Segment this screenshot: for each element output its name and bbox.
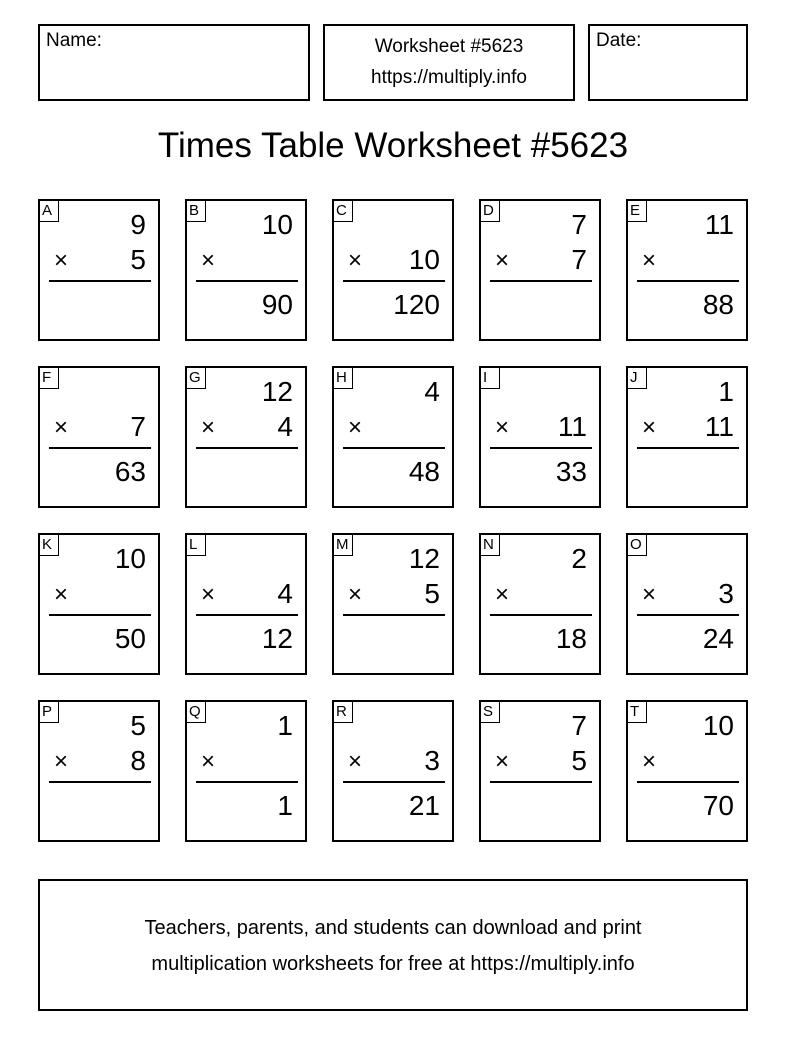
problem-card[interactable] [38, 533, 160, 675]
answer-line [637, 280, 739, 282]
name-label: Name: [46, 30, 102, 51]
problem-card[interactable] [185, 700, 307, 842]
problem-card[interactable] [332, 700, 454, 842]
problem-card[interactable] [332, 533, 454, 675]
problem-label: F [40, 368, 59, 389]
times-sign: × [348, 414, 363, 441]
problem-label: M [334, 535, 353, 556]
product: 18 [555, 623, 587, 654]
problem-label: S [481, 702, 500, 723]
problem-card[interactable] [185, 199, 307, 341]
problem-label: L [187, 535, 206, 556]
answer-line [49, 614, 151, 616]
bottom-factor: 7 [571, 244, 587, 275]
worksheet-id: Worksheet #5623 [374, 36, 524, 57]
bottom-factor: 5 [571, 745, 587, 776]
problem-card[interactable] [185, 533, 307, 675]
product: 48 [408, 456, 440, 487]
times-sign: × [54, 414, 69, 441]
top-factor: 9 [130, 209, 146, 240]
problem-label: N [481, 535, 500, 556]
bottom-factor: 5 [424, 578, 440, 609]
problem-label: I [481, 368, 500, 389]
answer-line [490, 614, 592, 616]
times-sign: × [201, 748, 216, 775]
product: 90 [261, 289, 293, 320]
date-label: Date: [596, 30, 642, 51]
answer-line [490, 781, 592, 783]
problem-label: R [334, 702, 353, 723]
answer-line [49, 280, 151, 282]
problem-label: H [334, 368, 353, 389]
top-factor: 4 [424, 376, 440, 407]
answer-line [490, 447, 592, 449]
answer-line [637, 781, 739, 783]
times-sign: × [348, 247, 363, 274]
problem-card[interactable] [38, 366, 160, 508]
times-sign: × [54, 748, 69, 775]
top-factor: 7 [571, 710, 587, 741]
problem-card[interactable] [626, 366, 748, 508]
worksheet-info-box [323, 24, 575, 101]
bottom-factor: 10 [408, 244, 440, 275]
problem-card[interactable] [38, 700, 160, 842]
product: 24 [702, 623, 734, 654]
answer-line [49, 447, 151, 449]
bottom-factor: 4 [277, 578, 293, 609]
bottom-factor: 7 [130, 411, 146, 442]
product: 88 [702, 289, 734, 320]
times-sign: × [348, 748, 363, 775]
answer-line [637, 447, 739, 449]
product: 120 [393, 289, 440, 320]
times-sign: × [495, 414, 510, 441]
product: 33 [555, 456, 587, 487]
times-sign: × [642, 748, 657, 775]
problem-label: D [481, 201, 500, 222]
bottom-factor: 3 [424, 745, 440, 776]
problem-card[interactable] [479, 533, 601, 675]
answer-line [343, 447, 445, 449]
answer-line [196, 280, 298, 282]
bottom-factor: 5 [130, 244, 146, 275]
times-sign: × [201, 581, 216, 608]
problem-label: J [628, 368, 647, 389]
answer-line [343, 280, 445, 282]
problem-card[interactable] [38, 199, 160, 341]
times-sign: × [54, 581, 69, 608]
product: 50 [114, 623, 146, 654]
problem-card[interactable] [332, 366, 454, 508]
bottom-factor: 8 [130, 745, 146, 776]
times-sign: × [201, 414, 216, 441]
problem-label: K [40, 535, 59, 556]
times-sign: × [495, 581, 510, 608]
bottom-factor: 4 [277, 411, 293, 442]
answer-line [343, 781, 445, 783]
problem-card[interactable] [626, 199, 748, 341]
site-url: https://multiply.info [371, 67, 527, 88]
answer-line [49, 781, 151, 783]
times-sign: × [642, 581, 657, 608]
problem-label: G [187, 368, 206, 389]
times-sign: × [495, 247, 510, 274]
bottom-factor: 11 [557, 411, 587, 442]
product: 12 [261, 623, 293, 654]
footer-line-1: Teachers, parents, and students can download and print [144, 917, 642, 939]
times-sign: × [642, 414, 657, 441]
product: 1 [277, 790, 293, 821]
answer-line [196, 781, 298, 783]
product: 21 [408, 790, 440, 821]
name-field[interactable] [38, 24, 310, 101]
bottom-factor: 11 [704, 411, 734, 442]
footer-line-2: multiplication worksheets for free at https://multiply.info [151, 953, 635, 975]
problem-card[interactable] [479, 366, 601, 508]
problem-card[interactable] [626, 533, 748, 675]
problem-label: Q [187, 702, 206, 723]
times-sign: × [495, 748, 510, 775]
product: 70 [702, 790, 734, 821]
problem-card[interactable] [332, 199, 454, 341]
answer-line [490, 280, 592, 282]
top-factor: 10 [261, 209, 293, 240]
top-factor: 11 [704, 209, 734, 240]
problem-label: A [40, 201, 59, 222]
page-title: Times Table Worksheet #5623 [157, 126, 629, 165]
bottom-factor: 3 [718, 578, 734, 609]
problem-label: C [334, 201, 353, 222]
problem-label: O [628, 535, 647, 556]
times-sign: × [54, 247, 69, 274]
top-factor: 12 [261, 376, 293, 407]
problem-label: P [40, 702, 59, 723]
top-factor: 1 [277, 710, 293, 741]
top-factor: 5 [130, 710, 146, 741]
answer-line [196, 614, 298, 616]
times-sign: × [348, 581, 363, 608]
problem-card[interactable] [479, 700, 601, 842]
problem-card[interactable] [626, 700, 748, 842]
answer-line [343, 614, 445, 616]
problem-card[interactable] [479, 199, 601, 341]
times-sign: × [201, 247, 216, 274]
top-factor: 7 [571, 209, 587, 240]
top-factor: 2 [571, 543, 587, 574]
top-factor: 10 [114, 543, 146, 574]
problem-label: T [628, 702, 647, 723]
top-factor: 12 [408, 543, 440, 574]
answer-line [196, 447, 298, 449]
date-field[interactable] [588, 24, 748, 101]
times-sign: × [642, 247, 657, 274]
problem-card[interactable] [185, 366, 307, 508]
problem-label: B [187, 201, 206, 222]
top-factor: 10 [702, 710, 734, 741]
footer-box [38, 879, 748, 1011]
answer-line [637, 614, 739, 616]
product: 63 [114, 456, 146, 487]
problem-label: E [628, 201, 647, 222]
top-factor: 1 [718, 376, 734, 407]
